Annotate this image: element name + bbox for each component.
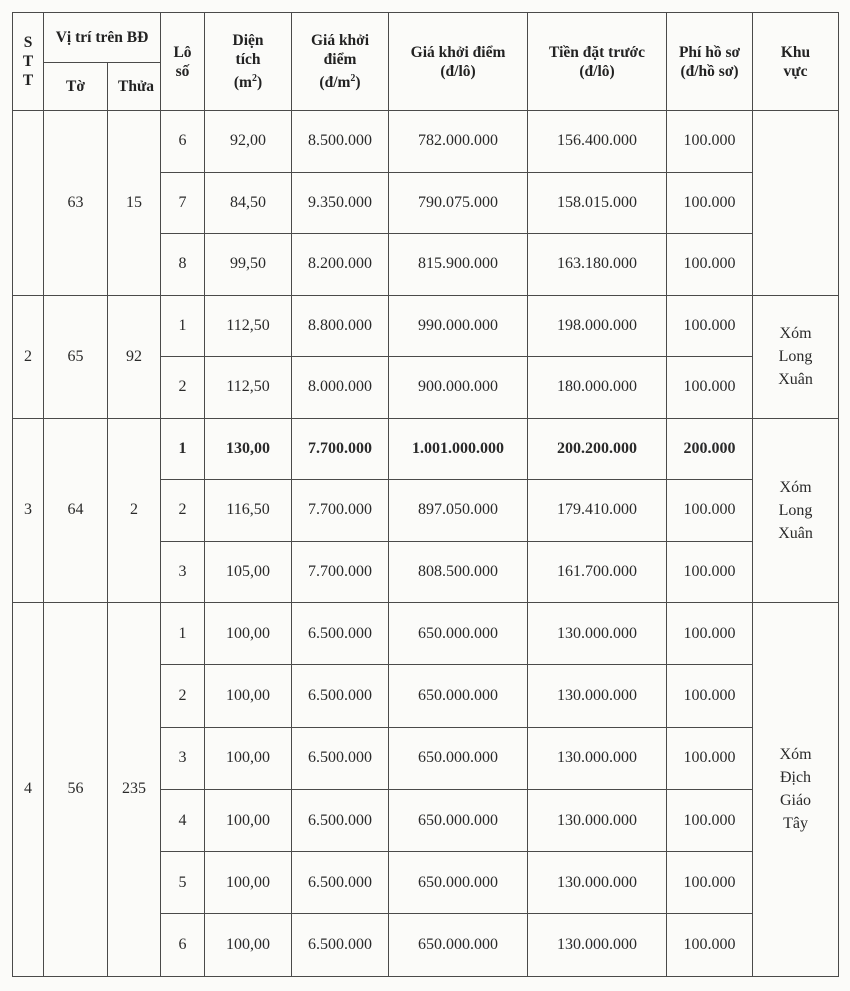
lot-number-cell: 8 bbox=[161, 234, 205, 296]
deposit-cell: 130.000.000 bbox=[528, 727, 667, 789]
deposit-cell: 180.000.000 bbox=[528, 357, 667, 419]
deposit-cell: 198.000.000 bbox=[528, 295, 667, 357]
price-per-lot-cell: 790.075.000 bbox=[389, 172, 528, 234]
area-name-cell: Xóm Long Xuân bbox=[753, 295, 839, 418]
price-per-m2-cell: 8.800.000 bbox=[292, 295, 389, 357]
fee-cell: 100.000 bbox=[667, 603, 753, 665]
price-per-lot-cell: 650.000.000 bbox=[389, 727, 528, 789]
parcel-cell: 235 bbox=[108, 603, 161, 977]
area-cell: 100,00 bbox=[205, 727, 292, 789]
stt-cell bbox=[13, 111, 44, 296]
price-per-m2-cell: 6.500.000 bbox=[292, 852, 389, 914]
area-cell: 105,00 bbox=[205, 541, 292, 603]
map-sheet-cell: 56 bbox=[44, 603, 108, 977]
stt-cell: 4 bbox=[13, 603, 44, 977]
deposit-cell: 130.000.000 bbox=[528, 852, 667, 914]
lot-number-cell: 1 bbox=[161, 603, 205, 665]
lot-number-cell: 1 bbox=[161, 418, 205, 480]
price-per-m2-cell: 6.500.000 bbox=[292, 665, 389, 727]
header-khu-vuc: Khu vực bbox=[753, 13, 839, 111]
lot-number-cell: 7 bbox=[161, 172, 205, 234]
price-per-lot-cell: 990.000.000 bbox=[389, 295, 528, 357]
price-per-m2-cell: 6.500.000 bbox=[292, 727, 389, 789]
fee-cell: 100.000 bbox=[667, 111, 753, 173]
lot-number-cell: 1 bbox=[161, 295, 205, 357]
price-per-lot-cell: 1.001.000.000 bbox=[389, 418, 528, 480]
deposit-cell: 130.000.000 bbox=[528, 914, 667, 976]
map-sheet-cell: 63 bbox=[44, 111, 108, 296]
area-cell: 100,00 bbox=[205, 852, 292, 914]
header-stt: S T T bbox=[13, 13, 44, 111]
area-cell: 100,00 bbox=[205, 603, 292, 665]
deposit-cell: 130.000.000 bbox=[528, 665, 667, 727]
fee-cell: 100.000 bbox=[667, 789, 753, 851]
area-cell: 100,00 bbox=[205, 914, 292, 976]
lot-number-cell: 2 bbox=[161, 665, 205, 727]
header-dien-tich: Diện tích $(m^2)$ bbox=[205, 13, 292, 111]
price-per-lot-cell: 815.900.000 bbox=[389, 234, 528, 296]
deposit-cell: 200.200.000 bbox=[528, 418, 667, 480]
area-name-cell: Xóm Long Xuân bbox=[753, 418, 839, 603]
lot-number-cell: 6 bbox=[161, 914, 205, 976]
header-vi-tri: Vị trí trên BĐ bbox=[44, 13, 161, 63]
deposit-cell: 130.000.000 bbox=[528, 789, 667, 851]
price-per-m2-cell: 8.200.000 bbox=[292, 234, 389, 296]
lot-number-cell: 2 bbox=[161, 480, 205, 542]
table-row bbox=[13, 111, 839, 173]
table-row bbox=[13, 603, 839, 665]
area-name-cell: Xóm Địch Giáo Tây bbox=[753, 603, 839, 977]
price-per-lot-cell: 900.000.000 bbox=[389, 357, 528, 419]
area-cell: 130,00 bbox=[205, 418, 292, 480]
area-cell: 112,50 bbox=[205, 357, 292, 419]
lot-number-cell: 6 bbox=[161, 111, 205, 173]
table-body bbox=[13, 111, 839, 977]
deposit-cell: 161.700.000 bbox=[528, 541, 667, 603]
stt-cell: 2 bbox=[13, 295, 44, 418]
deposit-cell: 156.400.000 bbox=[528, 111, 667, 173]
area-name-cell bbox=[753, 111, 839, 296]
fee-cell: 100.000 bbox=[667, 665, 753, 727]
fee-cell: 100.000 bbox=[667, 541, 753, 603]
table-header bbox=[13, 13, 839, 111]
area-cell: 84,50 bbox=[205, 172, 292, 234]
price-per-m2-cell: 7.700.000 bbox=[292, 418, 389, 480]
area-cell: 100,00 bbox=[205, 665, 292, 727]
table-row bbox=[13, 295, 839, 357]
area-cell: 112,50 bbox=[205, 295, 292, 357]
parcel-cell: 15 bbox=[108, 111, 161, 296]
area-cell: 99,50 bbox=[205, 234, 292, 296]
auction-lots-table bbox=[12, 12, 839, 977]
price-per-m2-cell: 8.000.000 bbox=[292, 357, 389, 419]
price-per-m2-cell: 6.500.000 bbox=[292, 603, 389, 665]
price-per-lot-cell: 650.000.000 bbox=[389, 603, 528, 665]
price-per-lot-cell: 782.000.000 bbox=[389, 111, 528, 173]
parcel-cell: 92 bbox=[108, 295, 161, 418]
stt-cell: 3 bbox=[13, 418, 44, 603]
map-sheet-cell: 65 bbox=[44, 295, 108, 418]
map-sheet-cell: 64 bbox=[44, 418, 108, 603]
fee-cell: 100.000 bbox=[667, 295, 753, 357]
price-per-m2-cell: 9.350.000 bbox=[292, 172, 389, 234]
price-per-lot-cell: 650.000.000 bbox=[389, 914, 528, 976]
deposit-cell: 158.015.000 bbox=[528, 172, 667, 234]
price-per-m2-cell: 8.500.000 bbox=[292, 111, 389, 173]
price-per-lot-cell: 650.000.000 bbox=[389, 665, 528, 727]
area-cell: 100,00 bbox=[205, 789, 292, 851]
price-per-lot-cell: 808.500.000 bbox=[389, 541, 528, 603]
price-per-m2-cell: 6.500.000 bbox=[292, 789, 389, 851]
area-cell: 92,00 bbox=[205, 111, 292, 173]
lot-number-cell: 2 bbox=[161, 357, 205, 419]
price-per-m2-cell: 7.700.000 bbox=[292, 541, 389, 603]
lot-number-cell: 5 bbox=[161, 852, 205, 914]
header-phi-ho-so: Phí hồ sơ (đ/hồ sơ) bbox=[667, 13, 753, 111]
deposit-cell: 163.180.000 bbox=[528, 234, 667, 296]
price-per-lot-cell: 650.000.000 bbox=[389, 789, 528, 851]
lot-number-cell: 3 bbox=[161, 541, 205, 603]
fee-cell: 100.000 bbox=[667, 852, 753, 914]
header-thua: Thửa bbox=[108, 63, 161, 111]
fee-cell: 100.000 bbox=[667, 172, 753, 234]
lot-number-cell: 3 bbox=[161, 727, 205, 789]
parcel-cell: 2 bbox=[108, 418, 161, 603]
deposit-cell: 130.000.000 bbox=[528, 603, 667, 665]
header-lo-so: Lô số bbox=[161, 13, 205, 111]
header-gia-m2: Giá khởi điểm $(đ/m^2)$ bbox=[292, 13, 389, 111]
price-per-lot-cell: 897.050.000 bbox=[389, 480, 528, 542]
header-gia-lo: Giá khởi điểm (đ/lô) bbox=[389, 13, 528, 111]
fee-cell: 100.000 bbox=[667, 914, 753, 976]
fee-cell: 100.000 bbox=[667, 234, 753, 296]
header-to: Tờ bbox=[44, 63, 108, 111]
fee-cell: 200.000 bbox=[667, 418, 753, 480]
fee-cell: 100.000 bbox=[667, 727, 753, 789]
header-tien-dat-truoc: Tiền đặt trước (đ/lô) bbox=[528, 13, 667, 111]
price-per-lot-cell: 650.000.000 bbox=[389, 852, 528, 914]
fee-cell: 100.000 bbox=[667, 480, 753, 542]
price-per-m2-cell: 6.500.000 bbox=[292, 914, 389, 976]
deposit-cell: 179.410.000 bbox=[528, 480, 667, 542]
fee-cell: 100.000 bbox=[667, 357, 753, 419]
area-cell: 116,50 bbox=[205, 480, 292, 542]
price-per-m2-cell: 7.700.000 bbox=[292, 480, 389, 542]
lot-number-cell: 4 bbox=[161, 789, 205, 851]
table-row bbox=[13, 418, 839, 480]
